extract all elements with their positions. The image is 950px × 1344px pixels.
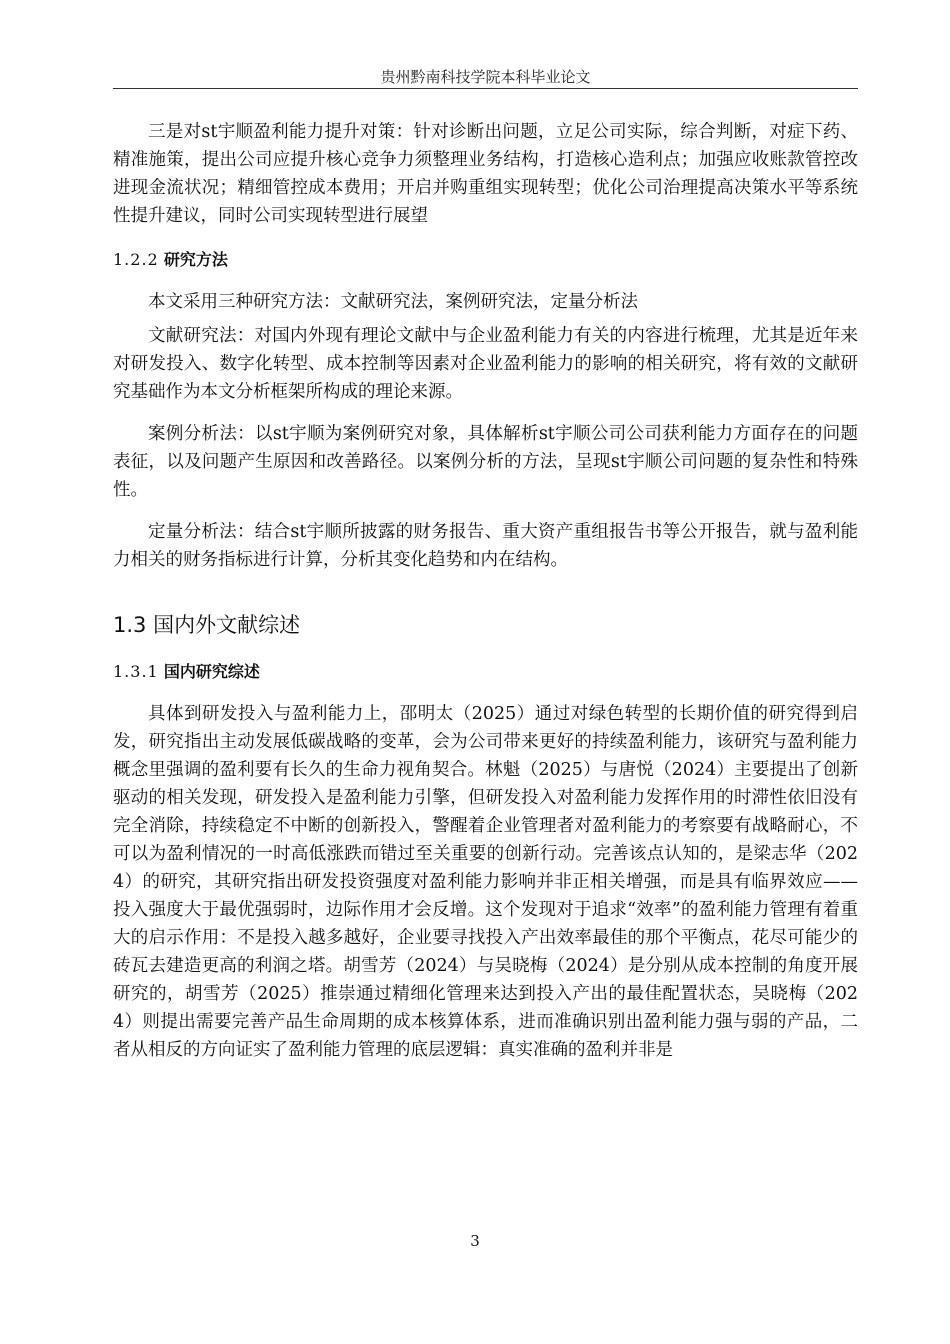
page-number: 3 xyxy=(470,1232,480,1250)
paragraph-domestic-review: 具体到研发投入与盈利能力上，邵明太（2025）通过对绿色转型的长期价值的研究得到启发，研究指出主动发展低碳战略的变革，会为公司带来更好的持续盈利能力，该研究与盈利能力概念里强调的盈利要有长久的生命力视角契合。林魁（2025）与唐悦（2024）主要提出了创新驱动的相关发现，研发投入是盈利能力引擎，但研发投入对盈利能力发挥作用的时滞性依旧没有完全消除，持续稳定不中断的创新投入，警醒着企业管理者对盈利能力的考察要有战略耐心，不可以为盈利情况的一时高低涨跌而错过至关重要的创新行动。完善该点认知的，是梁志华（2024）的研究，其研究指出研发投资强度对盈利能力影响并非正相关增强，而是具有临界效应——投入强度大于最优强弱时，边际作用才会反增。这个发现对于追求“效率”的盈利能力管理有着重大的启示作用：不是投入越多越好，企业要寻找投入产出效率最佳的那个平衡点，花尽可能少的砖瓦去建造更高的利润之塔。胡雪芳（2024）与吴晓梅（2024）是分别从成本控制的角度开展研究的，胡雪芳（2025）推崇通过精细化管理来达到投入产出的最佳配置状态，吴晓梅（2024）则提出需要完善产品生命周期的成本核算体系，进而准确识别出盈利能力强与弱的产品，二者从相反的方向证实了盈利能力管理的底层逻辑：真实准确的盈利并非是 xyxy=(113,704,858,1060)
subheading-number: 1.3.1 xyxy=(113,662,159,681)
subheading-title: 研究方法 xyxy=(163,250,228,269)
subheading-1-2-2 xyxy=(113,246,858,274)
body-content xyxy=(113,118,858,1078)
running-header: 贵州黔南科技学院本科毕业论文 xyxy=(380,68,591,86)
paragraph-methods-intro: 本文采用三种研究方法：文献研究法，案例研究法，定量分析法 xyxy=(148,292,638,312)
paragraph-literature-method: 文献研究法：对国内外现有理论文献中与企业盈利能力有关的内容进行梳理，尤其是近年来对研发投入、数字化转型、成本控制等因素对企业盈利能力的影响的相关研究，将有效的文献研究基础作为本文分析框架所构成的理论来源。 xyxy=(113,326,858,402)
paragraph-case-method: 案例分析法：以st宇顺为案例研究对象，具体解析st宇顺公司公司获利能力方面存在的问题表征，以及问题产生原因和改善路径。以案例分析的方法，呈现st宇顺公司问题的复杂性和特殊性。 xyxy=(113,424,858,500)
header-rule xyxy=(113,88,858,89)
section-heading-1-3: 1.3 国内外文献综述 xyxy=(113,613,301,637)
paragraph-quantitative-method: 定量分析法：结合st宇顺所披露的财务报告、重大资产重组报告书等公开报告，就与盈利能力相关的财务指标进行计算，分析其变化趋势和内在结构。 xyxy=(113,522,858,570)
paragraph-countermeasures: 三是对st宇顺盈利能力提升对策：针对诊断出问题，立足公司实际，综合判断，对症下药、精准施策，提出公司应提升核心竞争力须整理业务结构，打造核心造利点；加强应收账款管控改进现金流状况；精细管控成本费用；开启并购重组实现转型；优化公司治理提高决策水平等系统性提升建议，同时公司实现转型进行展望 xyxy=(113,122,858,226)
subheading-title: 国内研究综述 xyxy=(163,662,260,681)
subheading-1-3-1 xyxy=(113,658,858,686)
subheading-number: 1.2.2 xyxy=(113,250,159,269)
